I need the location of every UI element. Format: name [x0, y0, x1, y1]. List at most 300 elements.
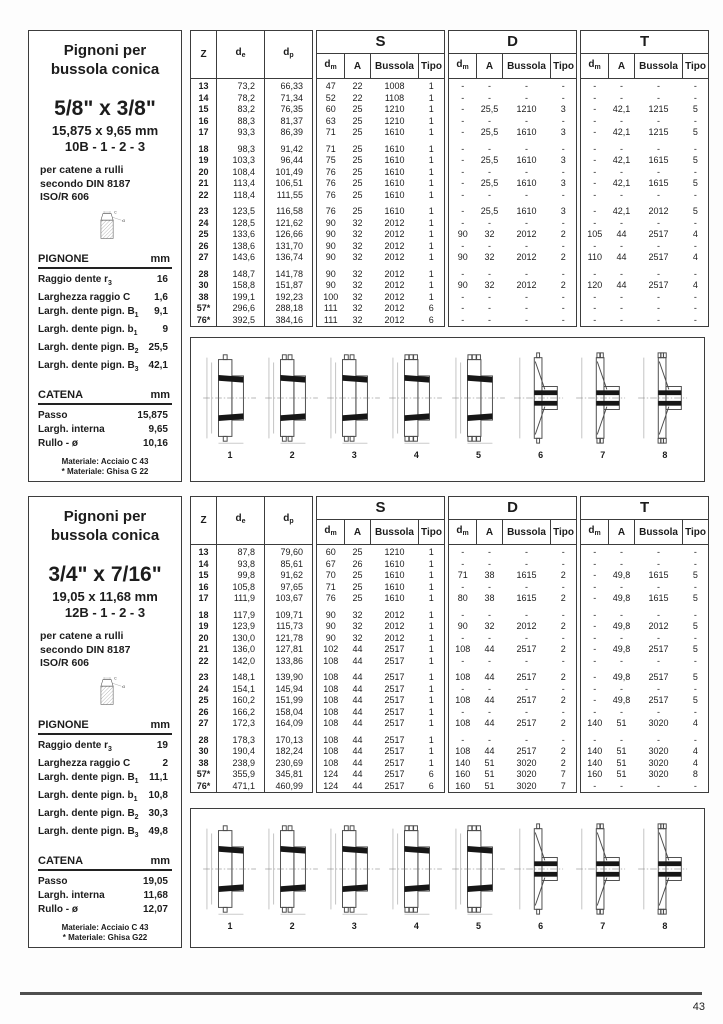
- table-cell: 38: [191, 758, 217, 770]
- spec-label: Larghezza raggio C: [38, 758, 131, 769]
- table-cell: 24: [191, 218, 217, 230]
- table-cell: 42,1: [612, 104, 631, 114]
- table-cell: 1: [428, 695, 434, 705]
- table-cell: 131,70: [275, 240, 303, 251]
- table-cell: 1610: [516, 127, 537, 137]
- note-line: per catene a rulli: [40, 164, 124, 176]
- table-cell: -: [620, 609, 624, 620]
- table-row: [317, 178, 445, 190]
- table-cell: 1: [428, 127, 434, 137]
- table-cell: 1615: [648, 570, 669, 580]
- table-cell: -: [525, 291, 529, 302]
- table-cell: -: [593, 92, 597, 103]
- table-cell: 1: [428, 81, 434, 91]
- table-cell: -: [620, 189, 624, 200]
- table-row: [581, 746, 709, 758]
- table-cell: 154,1: [217, 684, 265, 696]
- table-cell: 1215: [648, 127, 669, 137]
- table-cell: 78,2: [217, 93, 265, 105]
- table-cell: 4: [692, 746, 698, 756]
- table-cell: 14: [191, 93, 217, 105]
- table-cell: 97,65: [280, 581, 303, 592]
- table-cell: 1610: [384, 581, 405, 592]
- table-cell: 2517: [384, 655, 405, 666]
- table-cell: 4: [692, 718, 698, 728]
- table-cell: 288,18: [275, 303, 303, 313]
- table-cell: 25: [352, 166, 363, 177]
- table-cell: 96,44: [280, 155, 303, 165]
- table-cell: -: [620, 240, 624, 251]
- table-cell: -: [525, 189, 529, 200]
- group-table-s: [316, 496, 445, 793]
- table-cell: 140: [587, 746, 603, 756]
- table-cell: 38: [191, 292, 217, 304]
- table-cell: 44: [352, 695, 363, 705]
- spec-row: [38, 889, 172, 903]
- table-cell: 32: [352, 217, 363, 228]
- table-cell: 108: [323, 718, 339, 728]
- table-cell: -: [693, 609, 697, 620]
- spec-value: 15,875: [137, 410, 168, 421]
- table-cell: -: [593, 632, 597, 643]
- table-row: [581, 656, 709, 668]
- table-cell: -: [620, 143, 624, 154]
- table-cell: 4: [692, 252, 698, 262]
- group-header-s: S: [317, 31, 445, 54]
- spec-label: Largh. dente pign. $B_2$: [38, 342, 139, 355]
- table-row: [581, 79, 709, 93]
- table-cell: 30: [191, 280, 217, 292]
- group-header-t: T: [581, 31, 709, 54]
- table-cell: 52: [325, 92, 336, 103]
- table-cell: -: [488, 632, 492, 643]
- table-cell: 44: [484, 672, 495, 682]
- table-cell: 32: [352, 280, 363, 290]
- page-number: 43: [692, 1001, 705, 1013]
- table-cell: 3020: [648, 757, 669, 768]
- spec-label: Largh. dente pign. $B_1$: [38, 772, 139, 785]
- table-cell: -: [561, 143, 565, 154]
- material-line: * Materiale: Ghisa G 22: [61, 467, 149, 476]
- table-cell: -: [657, 655, 661, 666]
- table-cell: 1: [428, 92, 434, 103]
- table-cell: 90: [325, 217, 336, 228]
- table-row: [191, 144, 313, 156]
- table-row: [191, 684, 313, 696]
- table-cell: 126,66: [275, 229, 303, 239]
- table-cell: 23: [191, 672, 217, 684]
- table-cell: -: [488, 314, 492, 325]
- table-cell: -: [593, 115, 597, 126]
- table-cell: 25,5: [480, 104, 499, 114]
- table-cell: -: [657, 609, 661, 620]
- table-cell: 44: [352, 706, 363, 717]
- table-row: [581, 559, 709, 571]
- table-cell: 1615: [516, 593, 537, 603]
- spec-value: 11,1: [149, 772, 168, 783]
- table-cell: 44: [484, 695, 495, 705]
- table-cell: 42,1: [612, 206, 631, 216]
- table-cell: 117,9: [217, 610, 265, 622]
- table-cell: -: [461, 178, 465, 188]
- table-cell: 2517: [648, 644, 669, 654]
- table-cell: 6: [428, 769, 434, 779]
- table-cell: 4: [692, 229, 698, 239]
- table-row: [317, 746, 445, 758]
- table-cell: 108,4: [217, 167, 265, 179]
- table-cell: -: [693, 734, 697, 745]
- table-cell: 2012: [648, 621, 669, 631]
- table-cell: 2012: [384, 268, 405, 279]
- spec-label: Largh. interna: [38, 424, 105, 435]
- table-cell: 1: [428, 240, 434, 251]
- table-row: [317, 570, 445, 582]
- table-cell: 160: [455, 780, 471, 791]
- table-cell: 148,1: [217, 672, 265, 684]
- column-header-bussola: Bussola: [503, 54, 551, 79]
- table-cell: -: [693, 632, 697, 643]
- table-cell: 105: [587, 229, 603, 239]
- table-cell: 6: [428, 780, 434, 791]
- table-row: [317, 206, 445, 218]
- table-cell: 76: [325, 206, 336, 216]
- table-row: [191, 315, 313, 327]
- spec-label: Passo: [38, 410, 68, 421]
- table-cell: -: [461, 706, 465, 717]
- spec-value: 25,5: [148, 342, 168, 353]
- column-header-a: A: [609, 54, 635, 79]
- table-row: [317, 758, 445, 770]
- table-cell: -: [461, 92, 465, 103]
- table-cell: 1: [428, 291, 434, 302]
- spec-label: Largh. dente pign. $B_3$: [38, 826, 139, 839]
- table-cell: -: [593, 570, 597, 580]
- table-cell: 44: [352, 683, 363, 694]
- table-cell: -: [693, 189, 697, 200]
- table-cell: 32: [352, 240, 363, 251]
- table-cell: -: [488, 166, 492, 177]
- table-cell: 63: [325, 115, 336, 126]
- table-row: [317, 735, 445, 747]
- table-cell: -: [488, 268, 492, 279]
- spec-row: [38, 739, 172, 757]
- table-cell: -: [657, 706, 661, 717]
- table-cell: -: [525, 734, 529, 745]
- spec-label: Largh. dente pign. $B_1$: [38, 306, 139, 319]
- table-cell: 192,23: [275, 291, 303, 302]
- table-row: [581, 229, 709, 241]
- table-cell: 108: [323, 695, 339, 705]
- sprocket-diagram-2: [264, 350, 320, 460]
- table-cell: -: [657, 143, 661, 154]
- table-cell: 140: [587, 757, 603, 768]
- table-cell: 108: [323, 757, 339, 768]
- table-cell: 230,69: [275, 757, 303, 768]
- table-cell: 26: [352, 558, 363, 569]
- table-cell: 22: [191, 190, 217, 202]
- table-cell: -: [461, 206, 465, 216]
- table-cell: -: [488, 609, 492, 620]
- table-cell: 32: [352, 621, 363, 631]
- table-row: [581, 218, 709, 230]
- table-cell: 1: [428, 683, 434, 694]
- table-cell: 1615: [516, 570, 537, 580]
- sprocket-diagram-6: [513, 821, 569, 931]
- group-table-d: [448, 30, 577, 327]
- table-cell: 90: [457, 252, 468, 262]
- table-row: [191, 269, 313, 281]
- table-cell: 51: [616, 718, 627, 728]
- table-cell: 123,9: [217, 621, 265, 633]
- table-row: [581, 769, 709, 781]
- table-cell: 22: [352, 81, 363, 91]
- group-header-t: T: [581, 497, 709, 520]
- table-row: [449, 218, 577, 230]
- table-cell: 2517: [384, 683, 405, 694]
- table-row: [191, 545, 313, 559]
- table-cell: 1: [428, 746, 434, 756]
- table-cell: 1210: [516, 104, 537, 114]
- table-row: [191, 656, 313, 668]
- table-cell: 2: [560, 757, 566, 768]
- mounting-type-diagrams: [190, 808, 705, 948]
- table-cell: 25: [352, 547, 363, 557]
- table-cell: -: [461, 609, 465, 620]
- table-row: [191, 769, 313, 781]
- table-cell: 38: [484, 570, 495, 580]
- table-cell: 238,9: [217, 758, 265, 770]
- table-cell: 1: [428, 757, 434, 768]
- table-row: [317, 241, 445, 253]
- spec-value: 2: [162, 758, 168, 769]
- sidebar: [28, 30, 182, 482]
- sprocket-diagram-7: [575, 350, 631, 460]
- diagram-number: 7: [600, 450, 606, 460]
- table-cell: 93,3: [217, 127, 265, 139]
- table-cell: 76: [325, 178, 336, 188]
- column-header-bussola: Bussola: [635, 520, 683, 545]
- sprocket-cross-section-drawing: [326, 350, 382, 446]
- table-cell: 44: [616, 280, 627, 290]
- table-cell: -: [620, 217, 624, 228]
- sidebar: [28, 496, 182, 948]
- table-cell: -: [693, 143, 697, 154]
- spec-label: Largh. interna: [38, 890, 105, 901]
- diagram-number: 4: [413, 921, 419, 931]
- table-cell: -: [657, 303, 661, 313]
- table-row: [449, 269, 577, 281]
- table-row: [317, 582, 445, 594]
- table-cell: -: [525, 706, 529, 717]
- table-cell: 32: [352, 303, 363, 313]
- table-row: [449, 746, 577, 758]
- table-row: [449, 315, 577, 327]
- table-cell: -: [620, 734, 624, 745]
- table-cell: 99,8: [217, 570, 265, 582]
- table-cell: -: [593, 81, 597, 91]
- table-row: [581, 315, 709, 327]
- table-row: [191, 303, 313, 315]
- table-cell: 142,0: [217, 656, 265, 668]
- diagram-number: 2: [289, 921, 295, 931]
- sprocket-cross-section-drawing: [264, 350, 320, 446]
- table-cell: -: [593, 104, 597, 114]
- table-cell: 1: [428, 143, 434, 154]
- table-cell: 90: [325, 268, 336, 279]
- table-row: [581, 104, 709, 116]
- table-row: [191, 559, 313, 571]
- table-cell: 32: [484, 229, 495, 239]
- table-cell: 49,8: [612, 644, 631, 654]
- table-cell: -: [657, 291, 661, 302]
- column-header-dp: $d_p$: [265, 497, 313, 545]
- table-cell: 15: [191, 104, 217, 116]
- table-cell: -: [488, 303, 492, 313]
- table-row: [317, 672, 445, 684]
- table-cell: 25,5: [480, 127, 499, 137]
- table-cell: -: [657, 558, 661, 569]
- table-cell: -: [657, 166, 661, 177]
- table-cell: -: [620, 547, 624, 557]
- table-cell: 2012: [384, 314, 405, 325]
- table-cell: 151,99: [275, 695, 303, 705]
- table-cell: 108: [455, 644, 471, 654]
- column-header-tipo: Tipo: [683, 520, 709, 545]
- table-cell: 124: [323, 780, 339, 791]
- spec-value: 12,07: [142, 904, 168, 915]
- table-row: [317, 718, 445, 730]
- table-cell: -: [488, 547, 492, 557]
- table-cell: -: [461, 632, 465, 643]
- spec-row: [38, 825, 172, 843]
- table-row: [191, 229, 313, 241]
- table-cell: -: [593, 178, 597, 188]
- table-row: [581, 621, 709, 633]
- table-cell: 1: [428, 655, 434, 666]
- table-cell: 1: [428, 104, 434, 114]
- table-cell: -: [693, 780, 697, 791]
- table-cell: 4: [692, 757, 698, 768]
- table-cell: 127,81: [275, 644, 303, 654]
- table-cell: 2012: [384, 229, 405, 239]
- table-cell: -: [461, 217, 465, 228]
- sprocket-diagram-3: [326, 821, 382, 931]
- table-cell: -: [620, 780, 624, 791]
- table-cell: 105,8: [217, 582, 265, 594]
- table-cell: -: [461, 155, 465, 165]
- table-row: [317, 155, 445, 167]
- catena-rows: [38, 409, 172, 451]
- table-cell: 1: [428, 280, 434, 290]
- table-row: [191, 582, 313, 594]
- table-cell: -: [488, 683, 492, 694]
- table-cell: 2012: [516, 252, 537, 262]
- table-cell: -: [657, 115, 661, 126]
- table-cell: -: [488, 217, 492, 228]
- table-row: [449, 144, 577, 156]
- panel-title: Pignoni per bussola conica: [50, 42, 160, 78]
- table-cell: -: [525, 240, 529, 251]
- dimension-label-r3: r3: [121, 684, 125, 689]
- table-cell: 85,61: [280, 558, 303, 569]
- table-cell: -: [593, 314, 597, 325]
- table-cell: -: [561, 632, 565, 643]
- table-row: [317, 593, 445, 605]
- table-row: [191, 79, 313, 93]
- unit-label: mm: [150, 253, 170, 265]
- table-row: [449, 684, 577, 696]
- table-cell: 1610: [384, 570, 405, 580]
- table-cell: 60: [325, 547, 336, 557]
- table-cell: 3: [560, 104, 566, 114]
- table-cell: 5: [692, 155, 698, 165]
- table-row: [449, 93, 577, 105]
- table-cell: 2: [560, 252, 566, 262]
- table-cell: -: [561, 291, 565, 302]
- table-row: [191, 758, 313, 770]
- table-cell: 1: [428, 115, 434, 126]
- column-header-tipo: Tipo: [419, 54, 445, 79]
- material-line: * Materiale: Ghisa G22: [62, 933, 148, 942]
- table-cell: 57*: [191, 303, 217, 315]
- table-cell: 14: [191, 559, 217, 571]
- table-cell: 2: [560, 621, 566, 631]
- spec-row: [38, 359, 172, 377]
- table-row: [581, 178, 709, 190]
- catena-section: [38, 389, 172, 451]
- table-cell: -: [488, 655, 492, 666]
- table-cell: -: [461, 734, 465, 745]
- column-header-dm: $d_m$: [317, 54, 345, 79]
- table-cell: 79,60: [280, 547, 303, 557]
- table-cell: 51: [616, 757, 627, 768]
- table-cell: 1: [428, 206, 434, 216]
- table-row: [581, 718, 709, 730]
- table-cell: -: [561, 189, 565, 200]
- table-cell: 5: [692, 178, 698, 188]
- table-cell: 108: [323, 672, 339, 682]
- table-cell: -: [488, 706, 492, 717]
- spec-row: [38, 273, 172, 291]
- table-cell: 133,86: [275, 655, 303, 666]
- table-cell: 2012: [384, 252, 405, 262]
- table-cell: 1610: [384, 166, 405, 177]
- table-cell: 49,8: [612, 570, 631, 580]
- table-row: [449, 252, 577, 264]
- table-row: [449, 633, 577, 645]
- spec-label: Larghezza raggio C: [38, 292, 131, 303]
- spec-label: Largh. dente pign. $b_1$: [38, 790, 138, 803]
- table-cell: 3020: [516, 769, 537, 779]
- spec-value: 16: [156, 274, 168, 285]
- table-cell: 51: [484, 757, 495, 768]
- table-cell: 88,3: [217, 116, 265, 128]
- column-header-bussola: Bussola: [371, 520, 419, 545]
- table-cell: -: [525, 268, 529, 279]
- table-cell: -: [593, 734, 597, 745]
- table-cell: 1: [428, 166, 434, 177]
- table-cell: 5: [692, 672, 698, 682]
- table-cell: -: [461, 104, 465, 114]
- pignone-section: [38, 253, 172, 377]
- table-cell: -: [561, 81, 565, 91]
- table-row: [317, 79, 445, 93]
- table-row: [449, 758, 577, 770]
- sprocket-diagram-6: [513, 350, 569, 460]
- table-cell: -: [593, 683, 597, 694]
- table-cell: 111: [323, 303, 338, 313]
- table-cell: 32: [352, 609, 363, 620]
